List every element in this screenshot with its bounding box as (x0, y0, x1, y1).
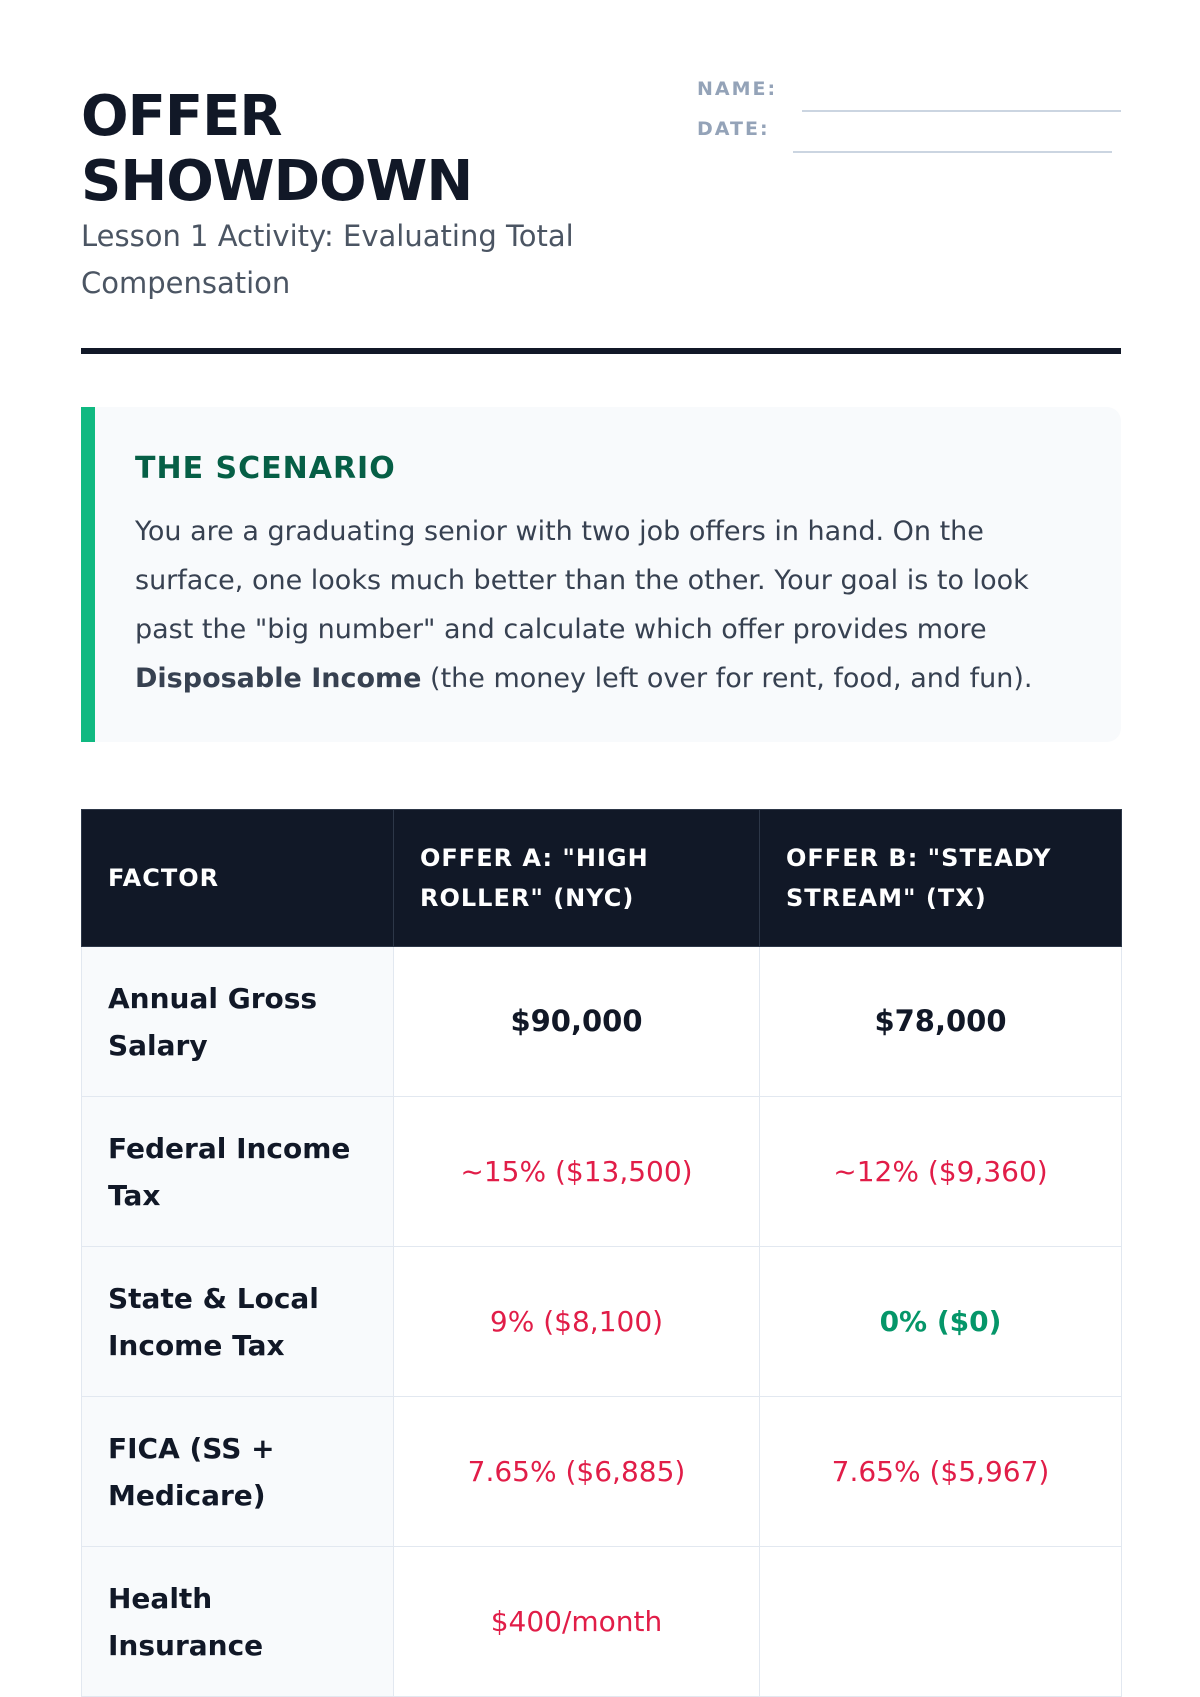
page-title: OFFER SHOWDOWN (81, 84, 473, 214)
offer-a-cell: $90,000 (394, 947, 760, 1097)
offer-a-cell: ~15% ($13,500) (394, 1097, 760, 1247)
header-divider (81, 348, 1121, 354)
date-label: DATE: (697, 118, 770, 140)
table-row (82, 1247, 1122, 1397)
page-subtitle: Lesson 1 Activity: Evaluating Total Compensation (81, 219, 574, 300)
offer-comparison-table (81, 809, 1122, 1697)
offer-a-cell: 9% ($8,100) (394, 1247, 760, 1397)
table-row (82, 1097, 1122, 1247)
header-offer-a: OFFER A: "HIGH ROLLER" (NYC) (394, 810, 760, 947)
table-row (82, 1547, 1122, 1697)
scenario-text-before: You are a graduating senior with two job offers in hand. On the surface, one looks much better than the other. Your goal is to look past the "big number" and calculate which offer provides more (135, 516, 1029, 645)
table-row (82, 1397, 1122, 1547)
scenario-callout (81, 407, 1121, 742)
factor-cell: Annual Gross Salary (82, 947, 394, 1097)
table-row (82, 947, 1122, 1097)
offer-a-cell: $400/month (394, 1547, 760, 1697)
scenario-text (135, 507, 1085, 703)
factor-cell: FICA (SS + Medicare) (82, 1397, 394, 1547)
offer-b-cell: $78,000 (760, 947, 1122, 1097)
student-fields (697, 74, 1121, 154)
name-line[interactable] (802, 110, 1121, 112)
worksheet-header (81, 0, 1121, 356)
table-header-row (82, 810, 1122, 947)
factor-cell: Federal Income Tax (82, 1097, 394, 1247)
worksheet-page (81, 0, 1121, 1662)
offer-b-cell (760, 1547, 1122, 1697)
name-field[interactable] (697, 74, 1121, 114)
offer-b-cell: 0% ($0) (760, 1247, 1122, 1397)
scenario-text-after: (the money left over for rent, food, and fun). (421, 663, 1033, 694)
scenario-title: THE SCENARIO (135, 451, 396, 486)
scenario-text-bold: Disposable Income (135, 663, 422, 694)
name-label: NAME: (697, 78, 778, 100)
header-offer-b: OFFER B: "STEADY STREAM" (TX) (760, 810, 1122, 947)
date-field[interactable] (697, 114, 1121, 154)
header-factor: FACTOR (82, 810, 394, 947)
factor-cell: Health Insurance (82, 1547, 394, 1697)
date-line[interactable] (793, 151, 1112, 153)
offer-b-cell: ~12% ($9,360) (760, 1097, 1122, 1247)
offer-b-cell: 7.65% ($5,967) (760, 1397, 1122, 1547)
offer-a-cell: 7.65% ($6,885) (394, 1397, 760, 1547)
factor-cell: State & Local Income Tax (82, 1247, 394, 1397)
